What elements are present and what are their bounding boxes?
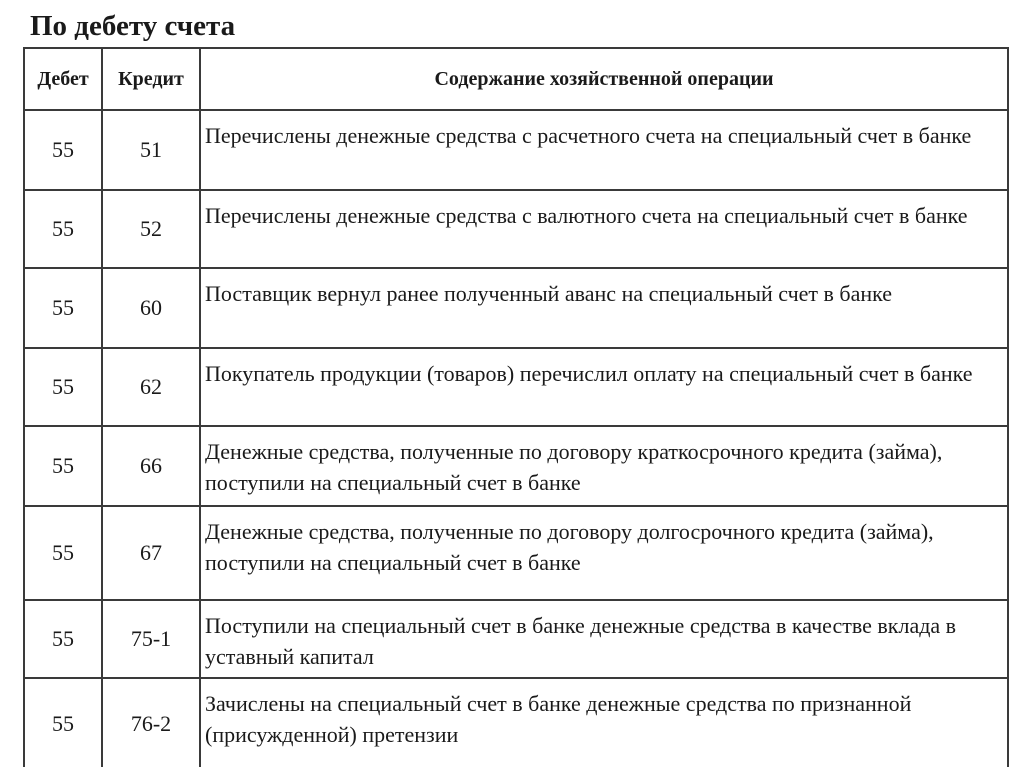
table-header-row [24, 48, 1008, 110]
debit-cell: 55 [24, 190, 102, 268]
description-cell: Денежные средства, полученные по договору краткосрочного кредита (займа), поступили на специальный счет в банке [200, 426, 1008, 506]
credit-cell: 75-1 [102, 600, 200, 678]
credit-cell: 62 [102, 348, 200, 426]
description-cell: Зачислены на специальный счет в банке денежные средства по признанной (присужденной) претензии [200, 678, 1008, 767]
ledger-table [23, 47, 1009, 767]
table-row [24, 600, 1008, 678]
table-row [24, 190, 1008, 268]
table-row [24, 506, 1008, 600]
description-cell: Денежные средства, полученные по договору долгосрочного кредита (займа), поступили на специальный счет в банке [200, 506, 1008, 600]
header-debit: Дебет [24, 48, 102, 110]
credit-cell: 60 [102, 268, 200, 348]
debit-cell: 55 [24, 110, 102, 190]
header-description: Содержание хозяйственной операции [200, 48, 1008, 110]
description-cell: Поставщик вернул ранее полученный аванс на специальный счет в банке [200, 268, 1008, 348]
debit-cell: 55 [24, 600, 102, 678]
description-cell: Перечислены денежные средства с расчетного счета на специальный счет в банке [200, 110, 1008, 190]
description-cell: Покупатель продукции (товаров) перечислил оплату на специальный счет в банке [200, 348, 1008, 426]
credit-cell: 67 [102, 506, 200, 600]
credit-cell: 76-2 [102, 678, 200, 767]
description-cell: Поступили на специальный счет в банке денежные средства в качестве вклада в уставный капитал [200, 600, 1008, 678]
table-row [24, 348, 1008, 426]
header-credit: Кредит [102, 48, 200, 110]
table-row [24, 678, 1008, 767]
credit-cell: 52 [102, 190, 200, 268]
table-row [24, 110, 1008, 190]
credit-cell: 51 [102, 110, 200, 190]
page-title: По дебету счета [30, 10, 236, 42]
debit-cell: 55 [24, 506, 102, 600]
description-cell: Перечислены денежные средства с валютного счета на специальный счет в банке [200, 190, 1008, 268]
debit-cell: 55 [24, 348, 102, 426]
table-row [24, 426, 1008, 506]
debit-cell: 55 [24, 678, 102, 767]
table-row [24, 268, 1008, 348]
debit-cell: 55 [24, 268, 102, 348]
debit-cell: 55 [24, 426, 102, 506]
credit-cell: 66 [102, 426, 200, 506]
